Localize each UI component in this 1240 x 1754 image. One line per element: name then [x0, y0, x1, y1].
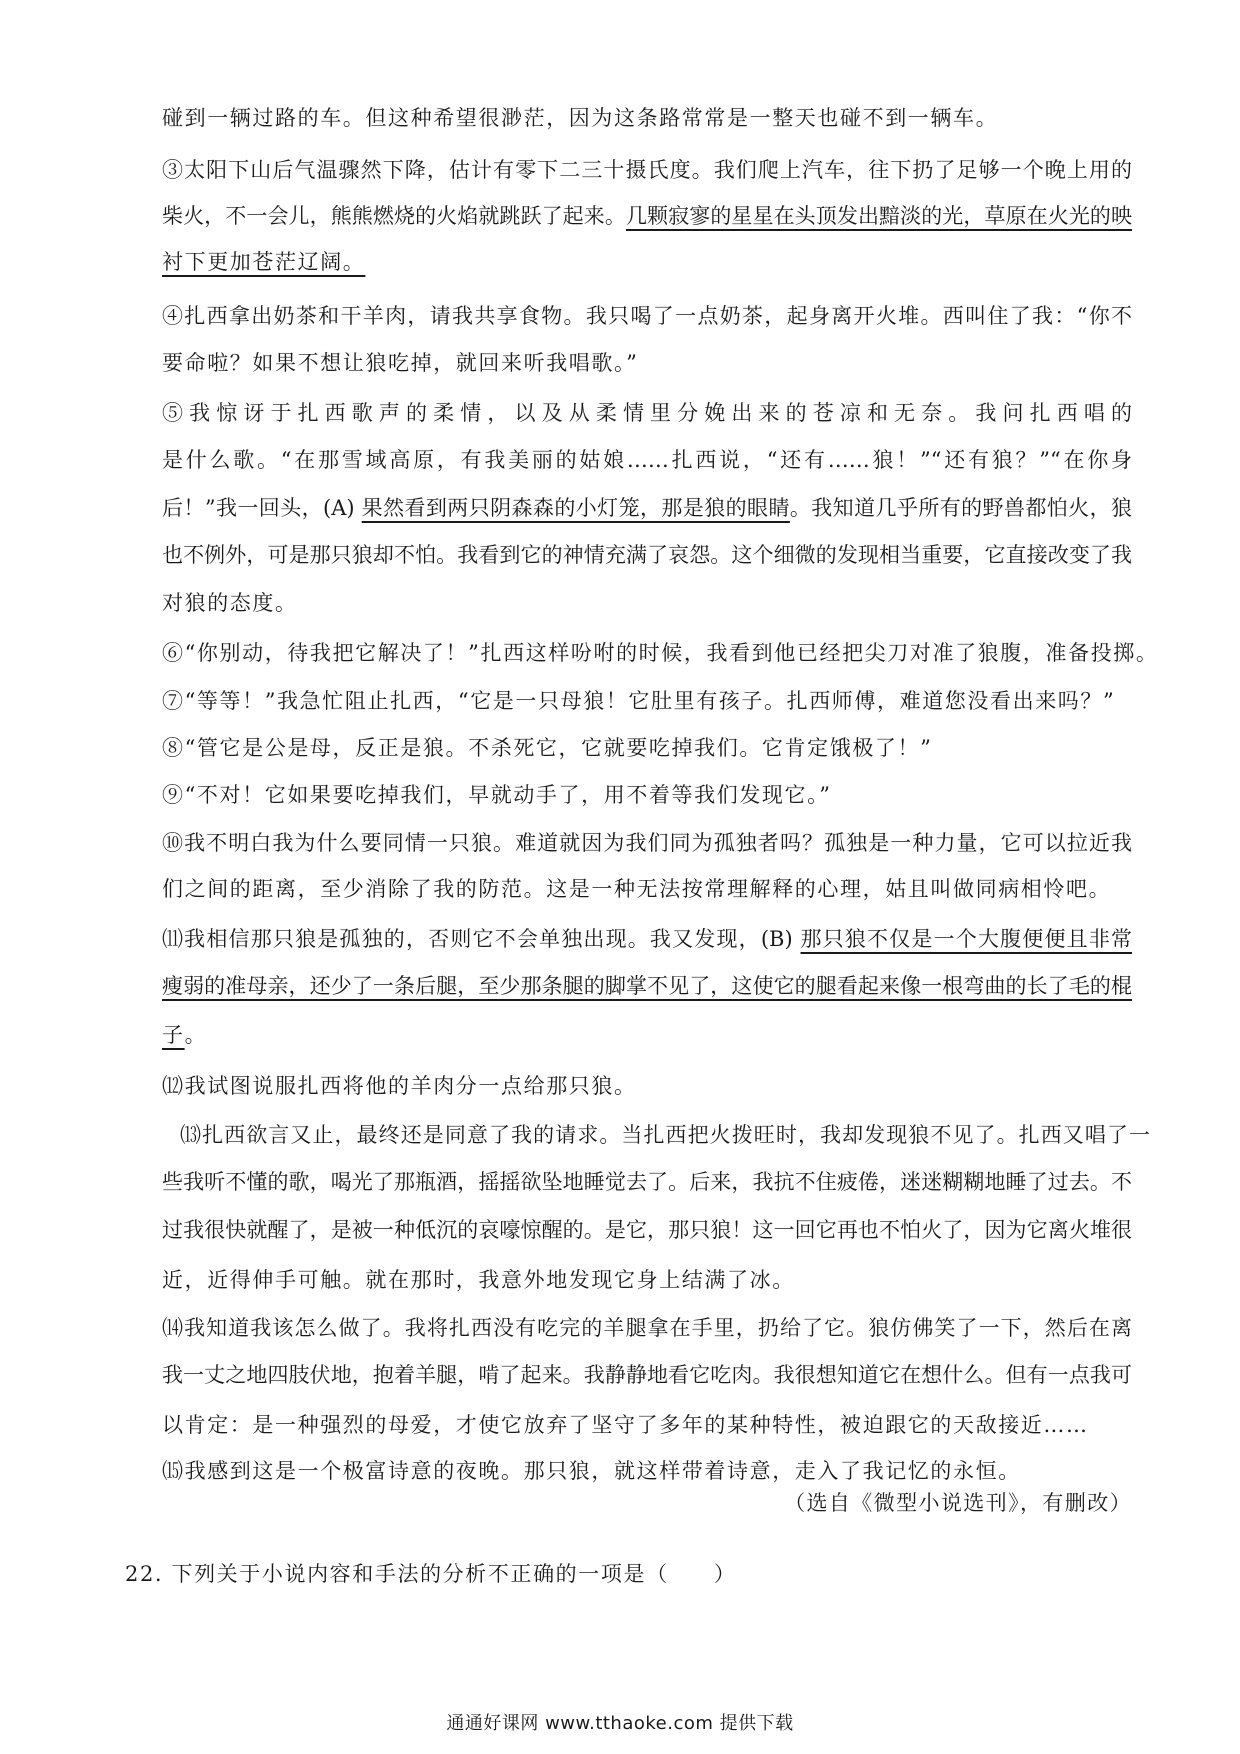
text-segment: ⑾我相信那只狼是孤独的，否则它不会单独出现。我又发现，(B) — [162, 927, 801, 951]
text-line — [162, 971, 1132, 1001]
text-line — [162, 398, 1132, 428]
text-segment: ⒁我知道我该怎么做了。我将扎西没有吃完的羊腿拿在手里，扔给了它。狼仿佛笑了一下，然后在离 — [162, 1316, 1132, 1340]
text-line — [180, 1120, 1150, 1150]
text-line — [162, 1071, 1132, 1101]
text-segment: 以肯定：是一种强烈的母爱，才使它放弃了坚守了多年的某种特性，被迫跟它的天敌接近…… — [162, 1413, 1089, 1437]
text-segment: ⑤我惊讶于扎西歌声的柔情，以及从柔情里分娩出来的苍凉和无奈。我问扎西唱的 — [162, 401, 1132, 425]
text-segment: ⑦“等等！”我急忙阻止扎西，“它是一只母狼！它肚里有孩子。扎西师傅，难道您没看出来吗？” — [162, 689, 1116, 713]
underlined-text: 瘦弱的准母亲，还少了一条后腿，至少那条腿的脚掌不见了，这使它的腿看起来像一根弯曲的长了毛的棍 — [162, 974, 1132, 998]
text-segment: ⑧“管它是公是母，反正是狼。不杀死它，它就要吃掉我们。它肯定饿极了！” — [162, 736, 933, 760]
text-segment: 。 — [184, 1023, 208, 1047]
text-line — [162, 924, 1132, 954]
text-line — [162, 1215, 1132, 1245]
text-segment: 对狼的态度。 — [162, 591, 298, 615]
underlined-text: 子 — [162, 1023, 185, 1047]
text-line — [162, 1167, 1132, 1197]
text-line — [162, 1020, 1132, 1050]
text-segment: 碰到一辆过路的车。但这种希望很渺茫，因为这条路常常是一整天也碰不到一辆车。 — [162, 106, 999, 130]
text-segment: 要命啦？如果不想让狼吃掉，就回来听我唱歌。” — [162, 351, 639, 375]
text-line — [162, 1313, 1132, 1343]
text-line — [162, 828, 1132, 858]
text-line — [162, 155, 1132, 185]
text-segment: 过我很快就醒了，是被一种低沉的哀嚎惊醒的。是它，那只狼！这一回它再也不怕火了，因为它离火堆很 — [162, 1218, 1132, 1242]
text-line — [162, 103, 1132, 133]
text-segment: 。我知道几乎所有的野兽都怕火，狼 — [789, 496, 1133, 520]
text-line — [162, 1360, 1132, 1390]
text-line — [162, 540, 1132, 570]
text-segment: 柴火，不一会儿，熊熊燃烧的火焰就跳跃了起来。 — [162, 204, 626, 228]
text-line — [162, 301, 1132, 331]
text-line — [162, 780, 1132, 810]
text-line — [162, 588, 1132, 618]
text-segment: 是什么歌。“在那雪域高原，有我美丽的姑娘……扎西说，“还有……狼！”“还有狼？”“在你身 — [162, 448, 1132, 472]
text-segment: ⑥“你别动，待我把它解决了！”扎西这样吩咐的时候，我看到他已经把尖刀对准了狼腹，准备投掷。 — [162, 641, 1159, 665]
text-segment: ⑿我试图说服扎西将他的羊肉分一点给那只狼。 — [162, 1074, 637, 1098]
text-segment: 们之间的距离，至少消除了我的防范。这是一种无法按常理解释的心理，姑且叫做同病相怜吧。 — [162, 877, 1112, 901]
text-segment: ⒀扎西欲言又止，最终还是同意了我的请求。当扎西把火拨旺时，我却发现狼不见了。扎西又唱了一 — [180, 1123, 1150, 1147]
text-line — [162, 638, 1159, 668]
text-segment: ④扎西拿出奶茶和干羊肉，请我共享食物。我只喝了一点奶茶，起身离开火堆。西叫住了我：“你不 — [162, 304, 1132, 328]
text-segment: 我一丈之地四肢伏地，抱着羊腿，啃了起来。我静静地看它吃肉。我很想知道它在想什么。但有一点我可 — [162, 1363, 1132, 1387]
text-segment: ③太阳下山后气温骤然下降，估计有零下二三十摄氏度。我们爬上汽车，往下扔了足够一个晚上用的 — [162, 158, 1132, 182]
text-line — [162, 201, 1132, 231]
text-line — [162, 686, 1132, 716]
text-line — [162, 247, 1132, 277]
underlined-text: 那只狼不仅是一个大腹便便且非常 — [800, 927, 1132, 951]
text-segment: 些我听不懂的歌，喝光了那瓶酒，摇摇欲坠地睡觉去了。后来，我抗不住疲倦，迷迷糊糊地睡了过去。不 — [162, 1170, 1132, 1194]
text-segment: 后！”我一回头，(A) — [162, 496, 362, 520]
footer-watermark: 通通好课网 www.tthaoke.com 提供下载 — [446, 1713, 794, 1734]
text-segment: ⑨“不对！它如果要吃掉我们，早就动手了，用不着等我们发现它。” — [162, 783, 832, 807]
text-line — [162, 733, 1132, 763]
text-line — [162, 348, 1132, 378]
underlined-text: 果然看到两只阴森森的小灯笼，那是狼的眼睛 — [361, 496, 790, 520]
text-line — [162, 1456, 1132, 1486]
text-line — [162, 1265, 1132, 1295]
text-line — [162, 493, 1132, 523]
text-segment: ⒂我感到这是一个极富诗意的夜晚。那只狼，就这样带着诗意，走入了我记忆的永恒。 — [162, 1459, 1021, 1483]
underlined-text: 衬下更加苍茫辽阔。 — [162, 250, 366, 274]
text-line — [162, 445, 1132, 475]
question-22: 22. 下列关于小说内容和手法的分析不正确的一项是（ ） — [125, 1562, 737, 1586]
source-citation: （选自《微型小说选刊》，有删改） — [784, 1491, 1132, 1515]
text-segment: 也不例外，可是那只狼却不怕。我看到它的神情充满了哀怨。这个细微的发现相当重要，它直接改变了我 — [162, 543, 1132, 567]
text-segment: ⑩我不明白我为什么要同情一只狼。难道就因为我们同为孤独者吗？孤独是一种力量，它可以拉近我 — [162, 831, 1132, 855]
text-line — [162, 874, 1132, 904]
text-segment: 近，近得伸手可触。就在那时，我意外地发现它身上结满了冰。 — [162, 1268, 795, 1292]
text-line — [162, 1410, 1132, 1440]
underlined-text: 几颗寂寥的星星在头顶发出黯淡的光，草原在火光的映 — [625, 204, 1133, 228]
